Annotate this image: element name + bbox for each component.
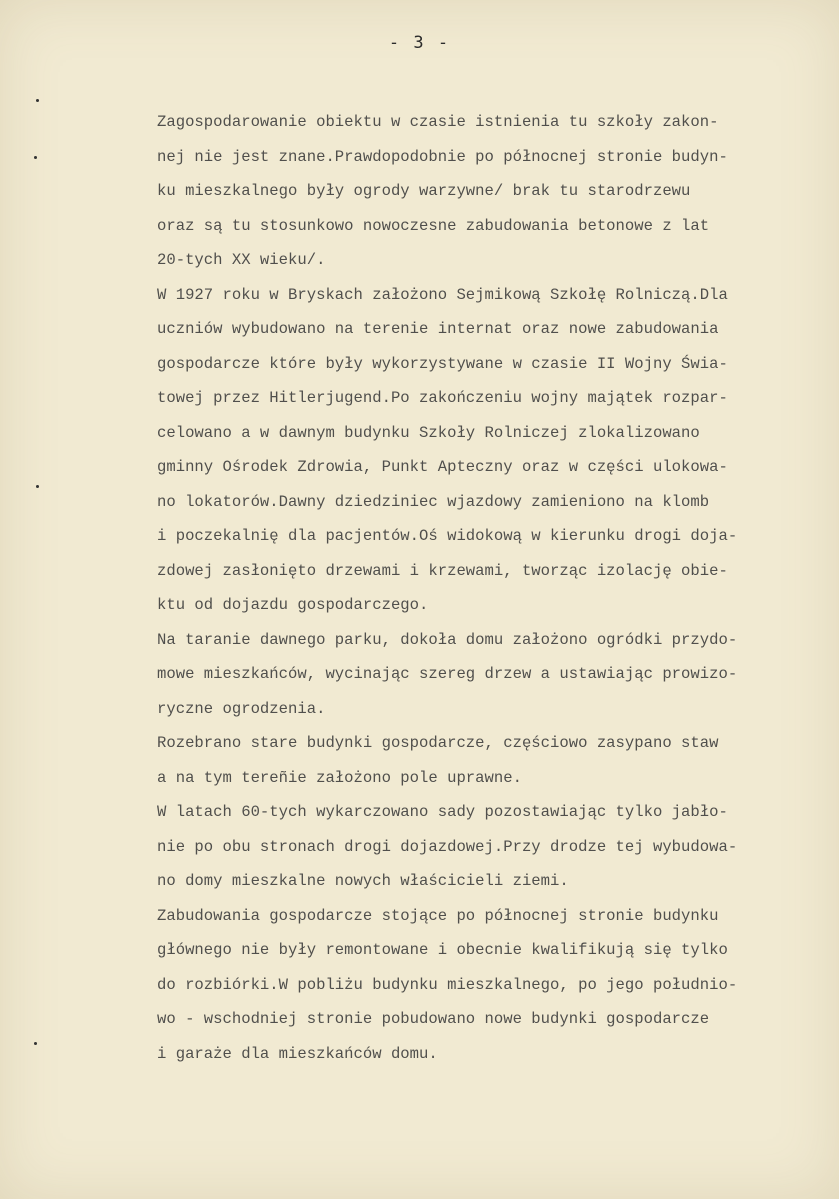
body-text: [157, 105, 807, 1071]
text-line: oraz są tu stosunkowo nowoczesne zabudowania betonowe z lat: [157, 216, 710, 235]
text-line: ku mieszkalnego były ogrody warzywne/ brak tu starodrzewu: [157, 182, 691, 200]
text-line: W latach 60-tych wykarczowano sady pozostawiając tylko jabło-: [157, 803, 728, 821]
text-line: Zagospodarowanie obiektu w czasie istnienia tu szkoły zakon-: [157, 113, 719, 131]
text-line: gospodarcze które były wykorzystywane w czasie II Wojny Świa-: [157, 354, 728, 373]
text-line: do rozbiórki.W pobliżu budynku mieszkalnego, po jego południo-: [157, 975, 738, 994]
text-line: W 1927 roku w Bryskach założono Sejmikową Szkołę Rolniczą.Dla: [157, 285, 728, 304]
margin-mark: [34, 156, 37, 159]
text-line: no domy mieszkalne nowych właścicieli ziemi.: [157, 872, 569, 890]
text-line: ryczne ogrodzenia.: [157, 699, 326, 718]
text-line: no lokatorów.Dawny dziedziniec wjazdowy zamieniono na klomb: [157, 492, 710, 511]
text-line: nie po obu stronach drogi dojazdowej.Przy drodze tej wybudowa-: [157, 837, 738, 856]
text-line: a na tym tereñie założono pole uprawne.: [157, 768, 522, 787]
margin-mark: [34, 1042, 37, 1045]
text-line: mowe mieszkańców, wycinając szereg drzew a ustawiając prowizo-: [157, 665, 738, 683]
page-number: - 3 -: [388, 33, 451, 53]
text-line: Rozebrano stare budynki gospodarcze, częściowo zasypano staw: [157, 734, 719, 752]
text-line: i garaże dla mieszkańców domu.: [157, 1044, 438, 1063]
text-line: gminny Ośrodek Zdrowia, Punkt Apteczny oraz w części ulokowa-: [157, 458, 728, 476]
text-line: i poczekalnię dla pacjentów.Oś widokową w kierunku drogi doja-: [157, 527, 738, 545]
text-line: wo - wschodniej stronie pobudowano nowe budynki gospodarcze: [157, 1010, 710, 1028]
text-line: ktu od dojazdu gospodarczego.: [157, 596, 429, 614]
text-line: celowano a w dawnym budynku Szkoły Rolniczej zlokalizowano: [157, 423, 700, 442]
text-line: nej nie jest znane.Prawdopodobnie po północnej stronie budyn-: [157, 147, 728, 166]
text-line: zdowej zasłonięto drzewami i krzewami, tworząc izolację obie-: [157, 561, 728, 580]
text-line: Zabudowania gospodarcze stojące po północnej stronie budynku: [157, 906, 719, 925]
text-line: 20-tych XX wieku/.: [157, 251, 326, 269]
text-line: towej przez Hitlerjugend.Po zakończeniu wojny majątek rozpar-: [157, 389, 728, 407]
text-line: Na taranie dawnego parku, dokoła domu założono ogródki przydo-: [157, 630, 738, 649]
margin-mark: [36, 485, 39, 488]
text-line: uczniów wybudowano na terenie internat oraz nowe zabudowania: [157, 320, 719, 338]
margin-mark: [36, 99, 39, 102]
text-line: głównego nie były remontowane i obecnie kwalifikują się tylko: [157, 941, 728, 959]
